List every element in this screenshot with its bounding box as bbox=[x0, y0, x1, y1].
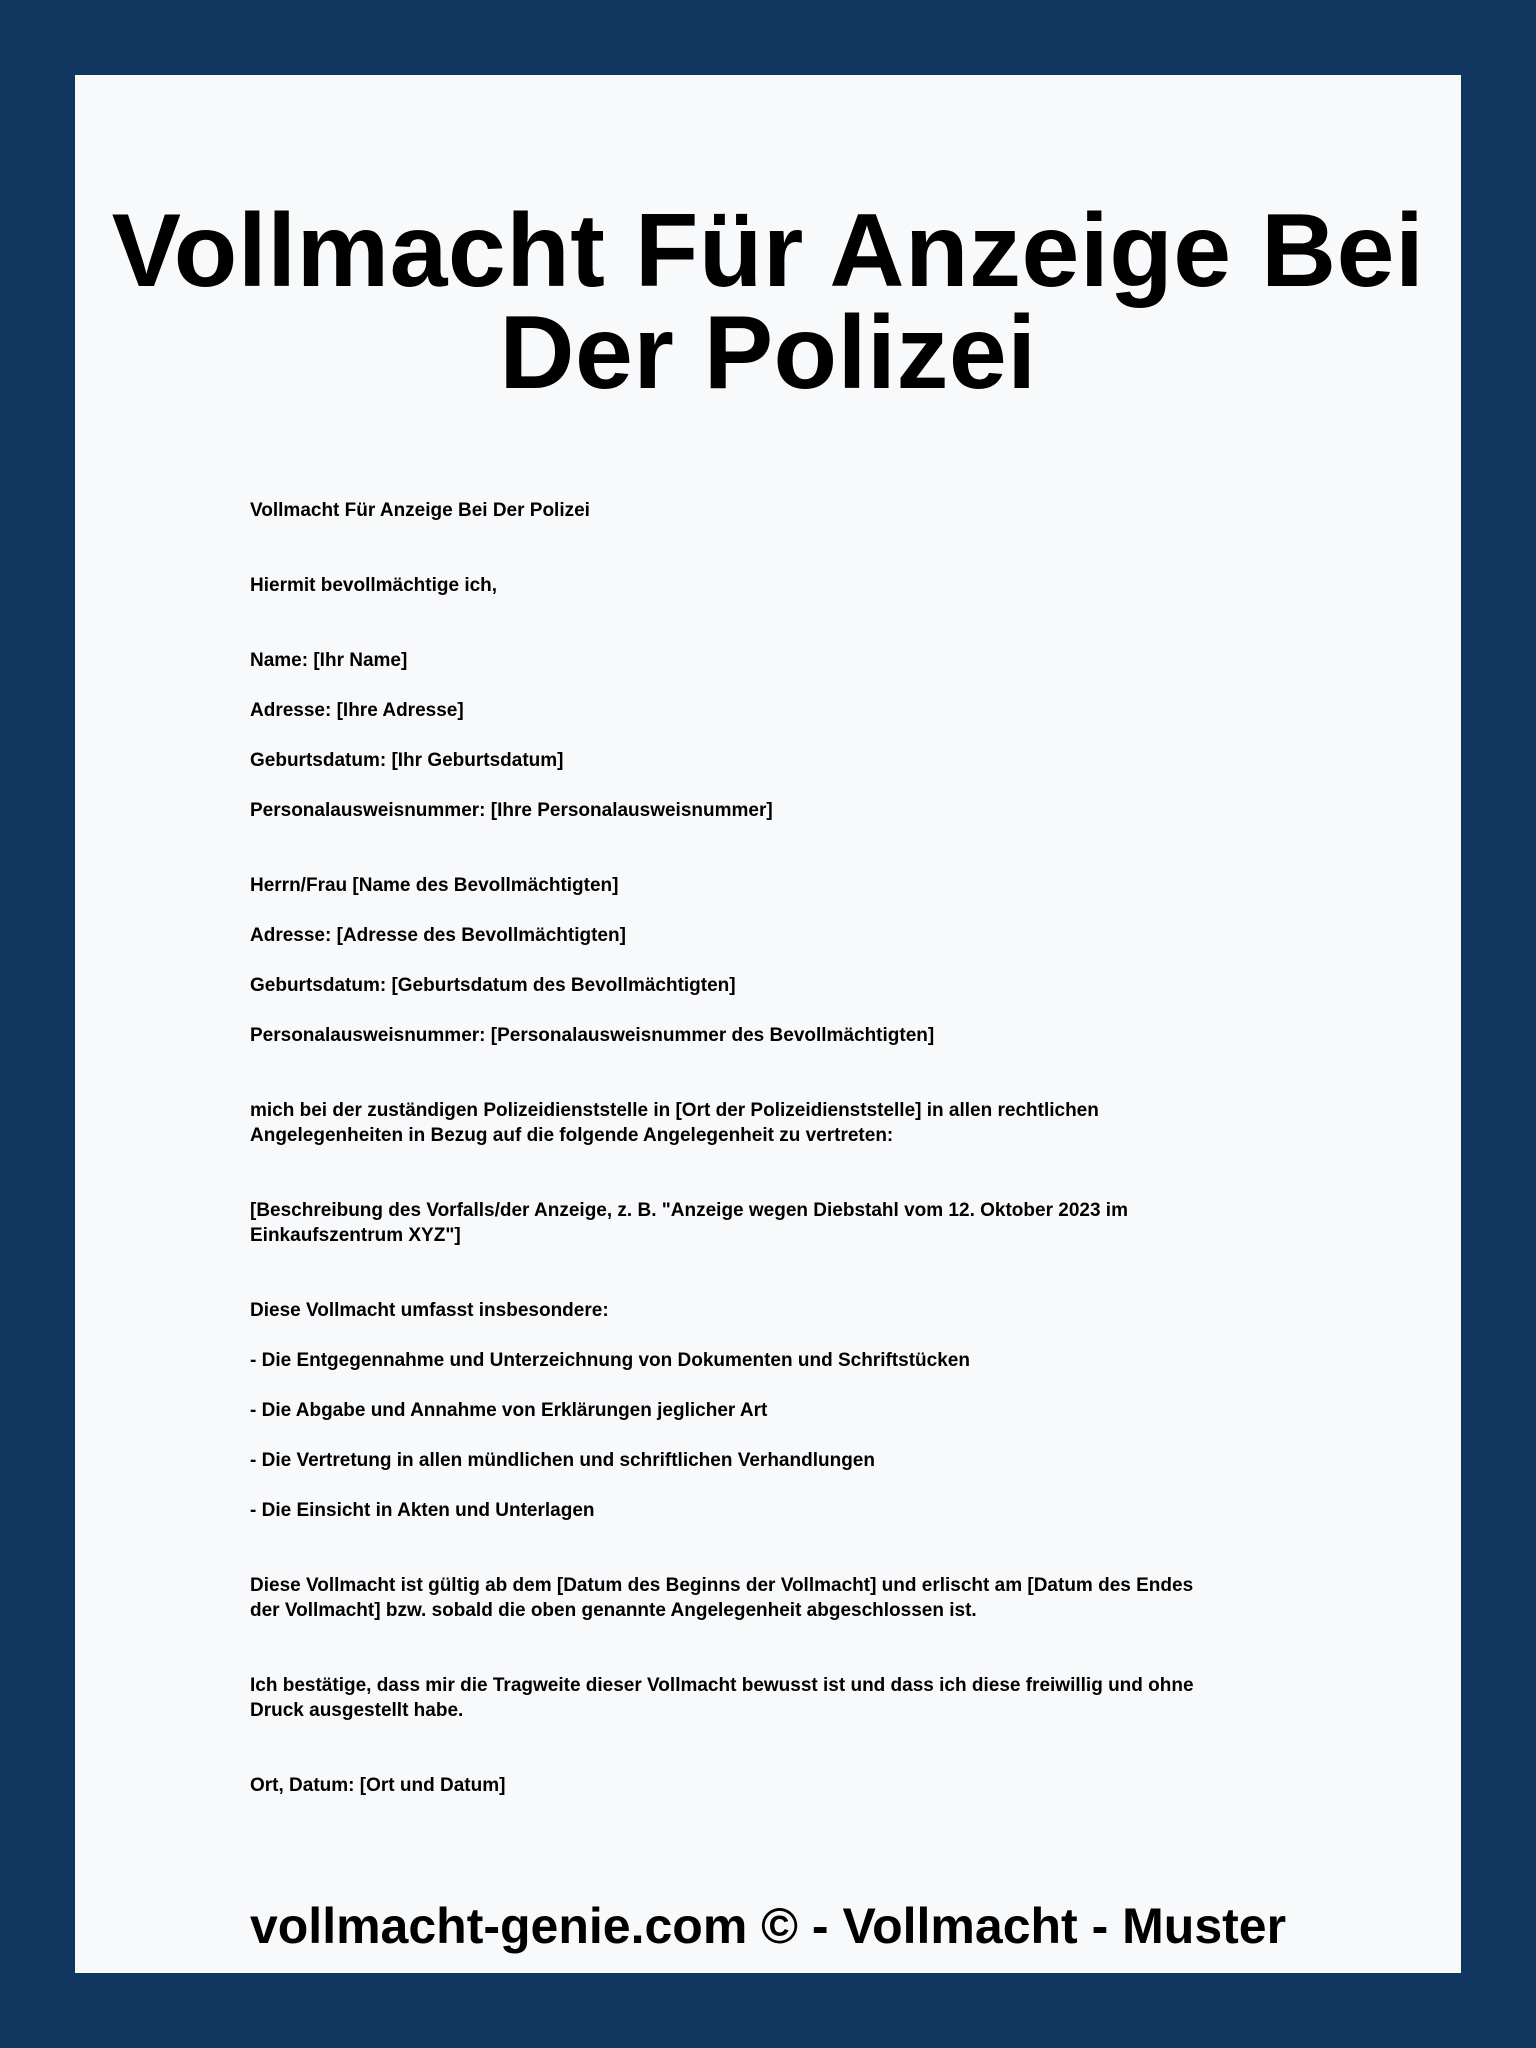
title-line-2: Der Polizei bbox=[499, 295, 1037, 411]
power-item: - Die Einsicht in Akten und Unterlagen bbox=[250, 1500, 595, 1521]
agent-name: Herrn/Frau [Name des Bevollmächtigten] bbox=[250, 875, 619, 896]
document-subtitle: Vollmacht Für Anzeige Bei Der Polizei bbox=[250, 500, 590, 521]
principal-id-number: Personalausweisnummer: [Ihre Personalausweisnummer] bbox=[250, 800, 773, 821]
agent-address: Adresse: [Adresse des Bevollmächtigten] bbox=[250, 925, 626, 946]
principal-name: Name: [Ihr Name] bbox=[250, 650, 408, 671]
scope-text-line-1: mich bei der zuständigen Polizeidienststelle in [Ort der Polizeidienststelle] in allen rechtlichen bbox=[250, 1100, 1099, 1121]
agent-birthdate: Geburtsdatum: [Geburtsdatum des Bevollmächtigten] bbox=[250, 975, 736, 996]
scope-text-line-2: Angelegenheiten in Bezug auf die folgende Angelegenheit zu vertreten: bbox=[250, 1125, 894, 1146]
incident-text-line-1: [Beschreibung des Vorfalls/der Anzeige, z. B. "Anzeige wegen Diebstahl vom 12. Oktober 2023 im bbox=[250, 1200, 1128, 1221]
page-title bbox=[75, 193, 1461, 411]
power-item: - Die Vertretung in allen mündlichen und schriftlichen Verhandlungen bbox=[250, 1450, 875, 1471]
power-item: - Die Abgabe und Annahme von Erklärungen jeglicher Art bbox=[250, 1400, 768, 1421]
agent-id-number: Personalausweisnummer: [Personalausweisnummer des Bevollmächtigten] bbox=[250, 1025, 935, 1046]
validity-text-line-2: der Vollmacht] bzw. sobald die oben genannte Angelegenheit abgeschlossen ist. bbox=[250, 1600, 977, 1621]
document-page bbox=[75, 75, 1461, 1973]
place-date-line: Ort, Datum: [Ort und Datum] bbox=[250, 1775, 506, 1796]
power-item: - Die Entgegennahme und Unterzeichnung von Dokumenten und Schriftstücken bbox=[250, 1350, 970, 1371]
powers-heading: Diese Vollmacht umfasst insbesondere: bbox=[250, 1300, 609, 1321]
incident-text-line-2: Einkaufszentrum XYZ"] bbox=[250, 1225, 461, 1246]
intro-text: Hiermit bevollmächtige ich, bbox=[250, 575, 498, 596]
footer-watermark: vollmacht-genie.com © - Vollmacht - Muster bbox=[249, 1898, 1287, 1954]
principal-address: Adresse: [Ihre Adresse] bbox=[250, 700, 464, 721]
validity-text-line-1: Diese Vollmacht ist gültig ab dem [Datum des Beginns der Vollmacht] und erlischt am [Datum des Endes bbox=[250, 1575, 1194, 1596]
confirmation-text-line-1: Ich bestätige, dass mir die Tragweite dieser Vollmacht bewusst ist und dass ich diese freiwillig und ohne bbox=[250, 1675, 1194, 1696]
principal-birthdate: Geburtsdatum: [Ihr Geburtsdatum] bbox=[250, 750, 564, 771]
title-line-1: Vollmacht Für Anzeige Bei bbox=[111, 193, 1425, 309]
confirmation-text-line-2: Druck ausgestellt habe. bbox=[250, 1700, 464, 1721]
